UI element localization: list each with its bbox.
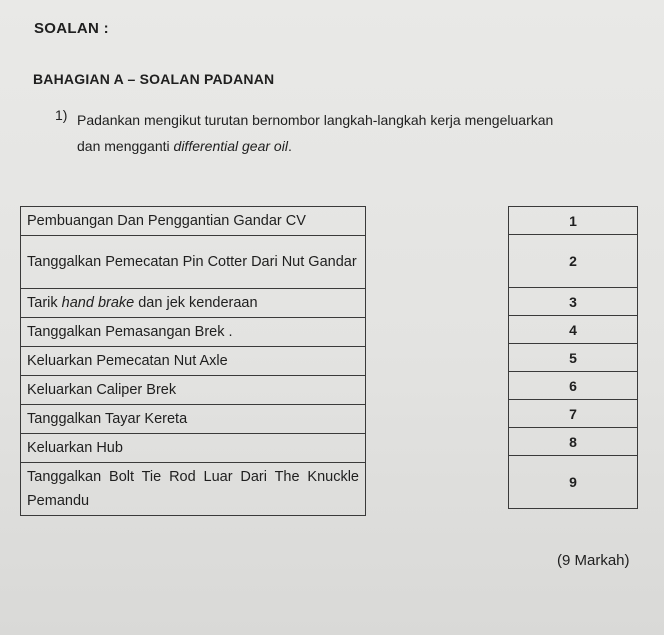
step-8: Keluarkan Hub [21, 434, 366, 463]
table-row [509, 235, 638, 288]
table-row [509, 372, 638, 400]
numbers-table [508, 206, 638, 509]
marks-label: (9 Markah) [557, 552, 630, 569]
step-4: Tanggalkan Pemasangan Brek . [21, 318, 366, 347]
table-row [509, 288, 638, 316]
step-7: Tanggalkan Tayar Kereta [21, 405, 366, 434]
step-6: Keluarkan Caliper Brek [21, 376, 366, 405]
number-6: 6 [509, 372, 638, 400]
table-row [21, 347, 366, 376]
table-row [509, 428, 638, 456]
table-row [509, 456, 638, 509]
step-9: Tanggalkan Bolt Tie Rod Luar Dari The Knuckle Pemandu [21, 463, 366, 516]
table-row [509, 316, 638, 344]
question-line-1: Padankan mengikut turutan bernombor langkah-langkah kerja mengeluarkan [77, 112, 554, 128]
number-1: 1 [509, 207, 638, 235]
step-3-italic: hand brake [61, 295, 135, 311]
steps-table [20, 206, 366, 516]
number-7: 7 [509, 400, 638, 428]
number-2: 2 [509, 235, 638, 288]
step-1: Pembuangan Dan Penggantian Gandar CV [21, 207, 366, 236]
question-text [77, 107, 617, 159]
table-row [21, 318, 366, 347]
number-8: 8 [509, 428, 638, 456]
number-4: 4 [509, 316, 638, 344]
table-row [21, 463, 366, 516]
question-line-2-italic: differential gear oil [173, 138, 288, 154]
step-5: Keluarkan Pemecatan Nut Axle [21, 347, 366, 376]
number-3: 3 [509, 288, 638, 316]
step-3 [21, 289, 366, 318]
question-number: 1) [55, 107, 68, 123]
number-5: 5 [509, 344, 638, 372]
table-row [21, 289, 366, 318]
table-row [21, 207, 366, 236]
table-row [509, 207, 638, 235]
table-row [21, 236, 366, 289]
table-row [21, 434, 366, 463]
step-2: Tanggalkan Pemecatan Pin Cotter Dari Nut Gandar [21, 236, 366, 289]
step-3-prefix: Tarik [27, 295, 62, 311]
soalan-heading: SOALAN : [34, 20, 109, 37]
table-row [21, 405, 366, 434]
table-row [21, 376, 366, 405]
number-9: 9 [509, 456, 638, 509]
table-row [509, 400, 638, 428]
section-title: BAHAGIAN A – SOALAN PADANAN [33, 71, 275, 87]
step-3-suffix: dan jek kenderaan [134, 295, 258, 311]
question-line-2-suffix: . [287, 138, 292, 154]
table-row [509, 344, 638, 372]
question-line-2-prefix: dan mengganti [77, 138, 174, 154]
